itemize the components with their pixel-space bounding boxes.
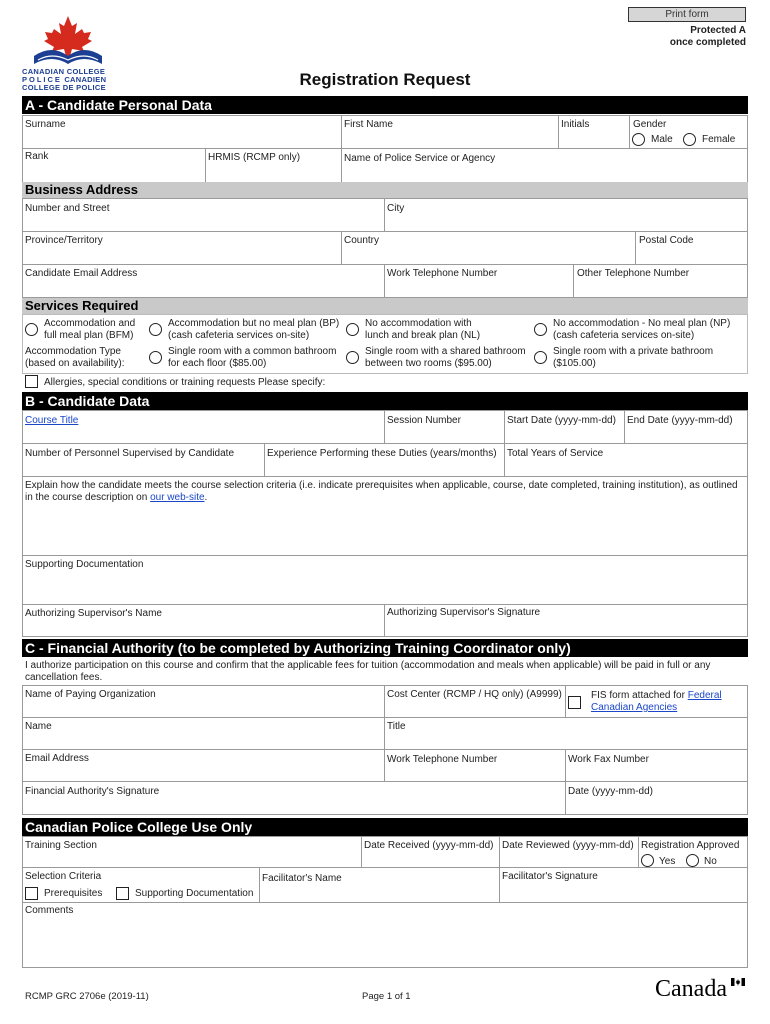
prerequisites-checkbox[interactable] [25, 887, 38, 900]
fa-name-field[interactable] [22, 717, 385, 750]
room-common-bath-label: Single room with a common bathroom for each floor ($85.00) [168, 346, 337, 369]
services-required-header: Services Required [22, 298, 748, 314]
room-private-bath-radio[interactable] [534, 351, 547, 364]
province-label: Province/Territory [25, 235, 103, 246]
cost-center-label: Cost Center (RCMP / HQ only) (A9999) [387, 689, 562, 700]
email-label: Candidate Email Address [25, 268, 138, 279]
meal-plan-bfm-radio[interactable] [25, 323, 38, 336]
logo-line2-fr: CANADIEN [64, 75, 107, 84]
logo-line2-en: POLICE [22, 75, 62, 84]
supporting-doc-label: Supporting Documentation [135, 888, 254, 899]
comments-field[interactable] [22, 902, 748, 968]
accommodation-type-label: Accommodation Type (based on availability): [25, 346, 125, 369]
maple-leaf-icon [22, 14, 114, 70]
meal-plan-np-label: No accommodation - No meal plan (NP) (cash cafeteria services on-site) [553, 318, 731, 341]
fa-work-phone-label: Work Telephone Number [387, 754, 498, 765]
experience-label: Experience Performing these Duties (years/months) [267, 448, 497, 459]
page-title: Registration Request [299, 70, 471, 89]
supporting-documentation-label: Supporting Documentation [25, 559, 144, 570]
facilitator-name-label: Facilitator's Name [262, 873, 342, 884]
meal-plan-bfm-label: Accommodation and full meal plan (BFM) [44, 318, 136, 341]
gender-label: Gender [633, 119, 667, 130]
hrmis-label: HRMIS (RCMP only) [208, 152, 301, 163]
fis-checkbox[interactable] [568, 696, 581, 709]
approved-yes-label: Yes [659, 856, 676, 867]
gender-female-radio[interactable] [683, 133, 696, 146]
meal-plan-bp-label: Accommodation but no meal plan (BP) (cash cafeteria services on-site) [168, 318, 340, 341]
protected-a-label: Protected A once completed [669, 25, 746, 48]
country-field[interactable] [341, 231, 636, 265]
business-address-header: Business Address [22, 182, 748, 198]
room-shared-bath-label: Single room with a shared bathroom between two rooms ($95.00) [365, 346, 526, 369]
fa-email-label: Email Address [25, 753, 89, 764]
fa-date-label: Date (yyyy-mm-dd) [568, 786, 654, 797]
logo-line1-fr: COLLEGE [66, 67, 106, 76]
logo-line1-en: CANADIAN [22, 67, 65, 76]
initials-label: Initials [561, 119, 590, 130]
session-number-label: Session Number [387, 415, 461, 426]
print-form-button[interactable]: Print form [628, 7, 746, 22]
cpc-use-only-header: Canadian Police College Use Only [22, 818, 748, 836]
other-phone-label: Other Telephone Number [577, 268, 690, 279]
logo-line3-en: COLLEGE [22, 83, 61, 92]
federal-link[interactable]: Federal [687, 690, 722, 701]
logo-line3-fr: DE POLICE [62, 83, 106, 92]
form-number: RCMP GRC 2706e (2019-11) [25, 991, 149, 1002]
street-label: Number and Street [25, 203, 110, 214]
supervisor-name-label: Authorizing Supervisor's Name [25, 608, 162, 619]
fa-title-field[interactable] [384, 717, 748, 750]
country-label: Country [344, 235, 380, 246]
gender-male-radio[interactable] [632, 133, 645, 146]
canada-wordmark: Canada [655, 974, 750, 1006]
approved-no-label: No [704, 856, 717, 867]
prerequisites-label: Prerequisites [44, 888, 103, 899]
section-a-header: A - Candidate Personal Data [22, 96, 748, 114]
room-private-bath-label: Single room with a private bathroom ($105.00) [553, 346, 714, 369]
comments-label: Comments [25, 905, 74, 916]
date-reviewed-label: Date Reviewed (yyyy-mm-dd) [502, 840, 634, 851]
canadian-agencies-link[interactable]: Canadian Agencies [591, 702, 678, 713]
selection-criteria-label: Selection Criteria [25, 871, 102, 882]
approved-no-radio[interactable] [686, 854, 699, 867]
explain-criteria-label: Explain how the candidate meets the course selection criteria (i.e. indicate prerequisites when applicable, course, date completed, training institution), as outlined in the course description on our web-site. [25, 480, 738, 503]
gender-female-label: Female [702, 134, 736, 145]
fa-work-fax-label: Work Fax Number [568, 754, 649, 765]
flag-icon [731, 978, 745, 986]
fa-name-label: Name [25, 721, 52, 732]
web-site-link[interactable]: our web-site [150, 492, 205, 503]
first-name-label: First Name [344, 119, 393, 130]
rank-field[interactable] [22, 148, 206, 183]
facilitator-signature-label: Facilitator's Signature [502, 871, 598, 882]
fa-title-label: Title [387, 721, 406, 732]
end-date-label: End Date (yyyy-mm-dd) [627, 415, 733, 426]
approved-yes-radio[interactable] [641, 854, 654, 867]
room-shared-bath-radio[interactable] [346, 351, 359, 364]
allergies-label: Allergies, special conditions or training requests Please specify: [44, 377, 326, 388]
city-field[interactable] [384, 198, 748, 232]
work-phone-label: Work Telephone Number [387, 268, 498, 279]
gender-male-label: Male [651, 134, 673, 145]
page-number: Page 1 of 1 [362, 991, 411, 1002]
section-b-header: B - Candidate Data [22, 392, 748, 410]
meal-plan-nl-label: No accommodation with lunch and break plan (NL) [365, 318, 481, 341]
date-received-label: Date Received (yyyy-mm-dd) [364, 840, 494, 851]
reg-approved-label: Registration Approved [641, 840, 740, 851]
surname-field[interactable] [22, 115, 342, 149]
supervisor-signature-label: Authorizing Supervisor's Signature [387, 607, 541, 618]
personnel-supervised-label: Number of Personnel Supervised by Candidate [25, 448, 235, 459]
postal-code-label: Postal Code [639, 235, 694, 246]
rank-label: Rank [25, 151, 49, 162]
supporting-doc-checkbox[interactable] [116, 887, 129, 900]
meal-plan-np-radio[interactable] [534, 323, 547, 336]
surname-label: Surname [25, 119, 66, 130]
meal-plan-nl-radio[interactable] [346, 323, 359, 336]
fis-label: FIS form attached for Federal Canadian Agencies [591, 690, 722, 713]
authorize-statement: I authorize participation on this course and confirm that the applicable fees for tuition (accommodation and meals when applicable) will be paid in full or any cancellation fees. [25, 660, 711, 683]
allergies-checkbox[interactable] [25, 375, 38, 388]
training-section-label: Training Section [25, 840, 97, 851]
section-c-header: C - Financial Authority (to be completed by Authorizing Training Coordinator only) [22, 639, 748, 657]
police-service-label: Name of Police Service or Agency [344, 153, 496, 164]
course-title-link[interactable]: Course Title [25, 415, 79, 426]
meal-plan-bp-radio[interactable] [149, 323, 162, 336]
room-common-bath-radio[interactable] [149, 351, 162, 364]
start-date-label: Start Date (yyyy-mm-dd) [507, 415, 616, 426]
fa-signature-label: Financial Authority's Signature [25, 786, 160, 797]
city-label: City [387, 203, 405, 214]
total-years-label: Total Years of Service [507, 448, 604, 459]
paying-org-label: Name of Paying Organization [25, 689, 156, 700]
